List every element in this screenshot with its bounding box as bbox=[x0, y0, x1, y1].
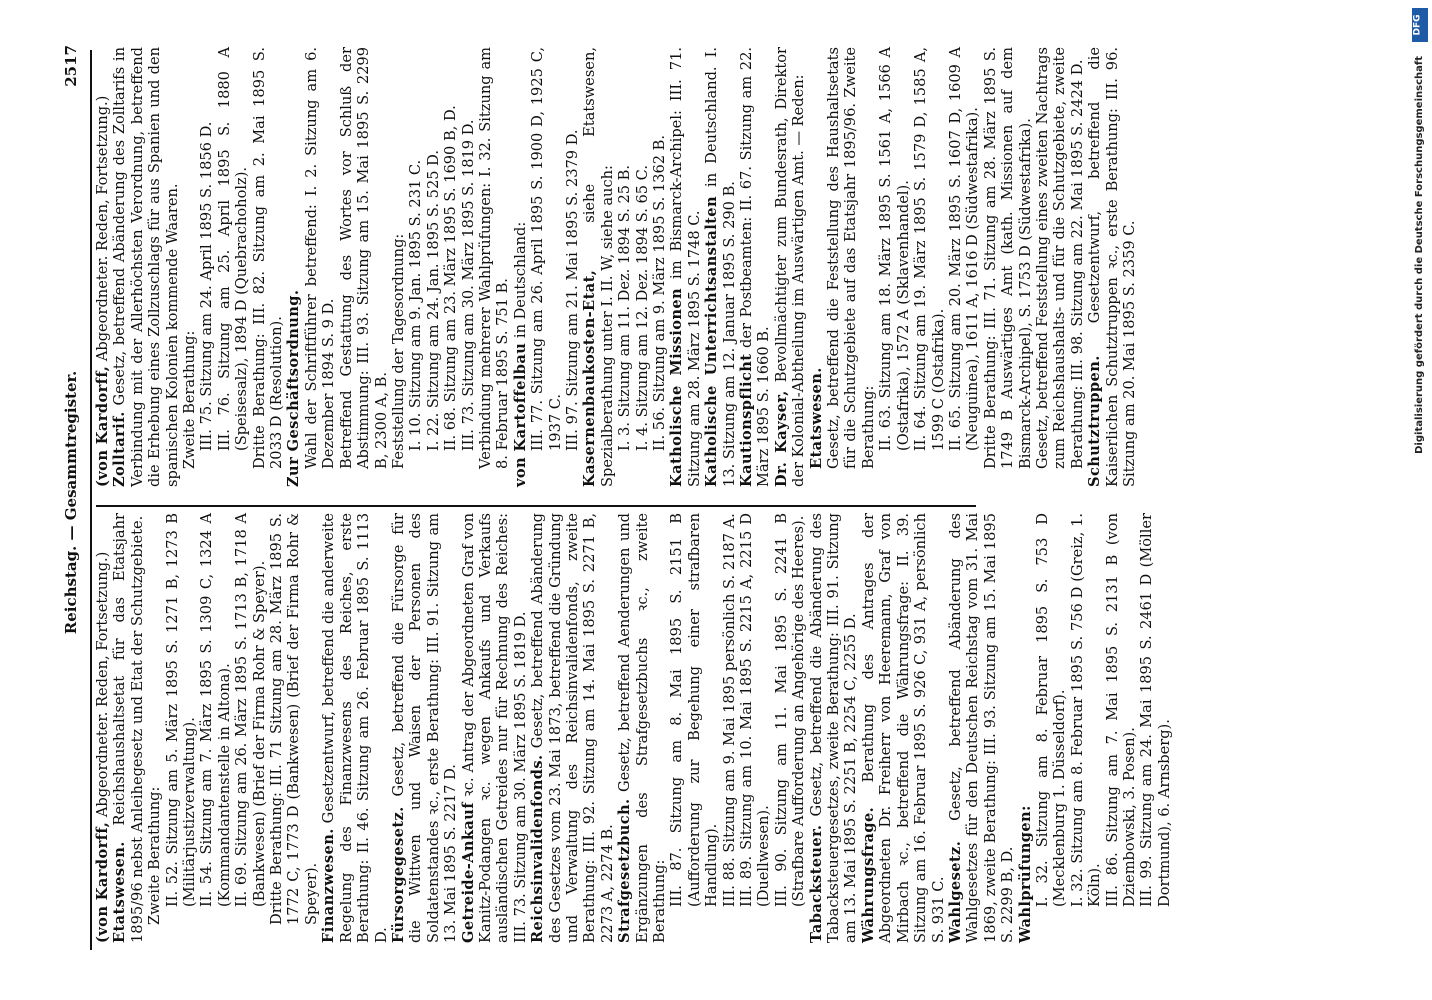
entry-text: II. 52. Sitzung am 5. März 1895 S. 1271 B, 1273 B (Militärjustizverwaltung). bbox=[163, 513, 199, 907]
entry-keyword: Dr. Kayser, bbox=[772, 390, 790, 487]
entry-keyword: Strafgesetzbuch. bbox=[616, 798, 634, 943]
page-title bbox=[62, 45, 80, 960]
entry-text: Betreffend Gestattung des Wortes vor Schluß der Abstimmung: III. 93. Sitzung am 15. Mai 1895 S. 2299 B, 2300 A, B. bbox=[337, 47, 390, 469]
entry-text: in Deutschland. I. 13. Sitzung am 12. Januar 1895 S. 290 B. bbox=[703, 47, 738, 487]
register-entry bbox=[1086, 47, 1138, 487]
register-entry bbox=[651, 47, 668, 487]
entry-text: Gesetz, betreffend Aenderungen und Ergänzungen des Strafgesetzbuchs ꝛc., zweite Berathung: bbox=[616, 513, 668, 943]
register-entry bbox=[1034, 47, 1086, 487]
register-entry bbox=[825, 47, 877, 487]
register-entry bbox=[581, 47, 616, 487]
register-entry bbox=[268, 513, 320, 943]
left-column bbox=[94, 513, 1173, 943]
dfg-logo-text: DFG bbox=[1412, 14, 1423, 36]
entry-keyword: Zolltarif. bbox=[111, 411, 129, 487]
register-entry bbox=[407, 47, 424, 487]
register-entry bbox=[877, 47, 912, 487]
register-entry bbox=[460, 513, 530, 943]
register-entry bbox=[564, 47, 581, 487]
register-entry bbox=[773, 47, 808, 487]
entry-keyword: Etatswesen. bbox=[807, 367, 825, 469]
dfg-notice-text: Digitalisierung gefördert durch die Deutsche Forschungsgemeinschaft bbox=[1414, 56, 1425, 454]
entry-text: Wahl der Schriftführer betreffend: I. 2. Sitzung am 6. Dezember 1894 S. 9 D. bbox=[302, 47, 338, 469]
entry-text: I. 22. Sitzung am 24. Jan. 1895 S. 525 D. bbox=[424, 150, 442, 451]
entry-keyword: Reichsinvalidenfonds. bbox=[529, 754, 547, 943]
register-entry bbox=[1034, 513, 1069, 943]
entry-keyword: Kautionspflicht bbox=[738, 353, 756, 487]
register-entry bbox=[181, 47, 198, 487]
register-entry bbox=[425, 47, 442, 487]
entry-text: II. 69. Sitzung am 26. März 1895 S. 1713 B, 1718 A (Bankwesen) (Brief der Firma Rohr & Speyer). bbox=[233, 513, 268, 907]
entry-keyword: Wahlgesetz. bbox=[946, 840, 964, 943]
register-entry bbox=[94, 47, 111, 487]
register-entry bbox=[164, 513, 199, 943]
entry-text: III. 87. Sitzung am 8. Mai 1895 S. 2151 B (Aufforderung zur Begehung einer strafbaren Handlung). bbox=[668, 513, 721, 907]
entry-text: Gesetz, betreffend die Fürsorge für die Wittwen und Waisen der Personen des Soldatenstandes ꝛc., erste Berathung: III. 91. Sitzung am 13. Mai 1895 S. 2217 D. bbox=[389, 513, 460, 943]
register-entry bbox=[668, 513, 720, 943]
entry-text: Abgeordneter. Reden, Fortsetzung.) bbox=[94, 551, 111, 822]
entry-text: in Deutschland: bbox=[511, 221, 529, 343]
entry-text: Berathung des Antrages der Abgeordneten Dr. Freiherr von Heeremann, Graf von Mirbach ꝛc., betreffend die Währungsfrage: II. 39. Sitzung am 16. Februar 1895 S. 926 C, 931 A, persönlich S. 931 C. bbox=[859, 513, 947, 943]
entry-text: Gesetz, betreffend Abänderung des Gesetzes vom 23. Mai 1873, betreffend die Gründung und Verwaltung des Reichsinvalidenfonds, zweite Berathung: III. 92. Sitzung am 14. Mai 1895 S. 2271 B, 2273 A, 2274 B. bbox=[529, 513, 616, 943]
register-entry bbox=[338, 47, 390, 487]
entry-text: II. 65. Sitzung am 20. März 1895 S. 1607 D, 1609 A (Neuguinea), 1611 A, 1616 D (Südwestafrika). bbox=[946, 47, 982, 451]
register-entry bbox=[808, 47, 825, 487]
entry-text: II. 63. Sitzung am 18. März 1895 S. 1561 A, 1566 A (Ostafrika), 1572 A (Sklavenhandel). bbox=[877, 47, 912, 451]
header-rule bbox=[90, 50, 92, 950]
register-entry bbox=[808, 513, 860, 943]
register-entry bbox=[477, 47, 512, 487]
entry-text: III. 88. Sitzung am 9. Mai 1895 persönlich S. 2187 A. bbox=[720, 513, 738, 907]
register-entry bbox=[703, 47, 738, 487]
page-header bbox=[60, 45, 88, 960]
entry-text: Zweite Berathung: bbox=[181, 330, 199, 469]
entry-text: III. 86. Sitzung am 7. Mai 1895 S. 2131 B (von Dziembowski, 3. Posen). bbox=[1103, 513, 1138, 907]
entry-keyword: (von Kardorff, bbox=[94, 365, 111, 487]
register-entry bbox=[634, 47, 651, 487]
entry-text: I. 32. Sitzung am 8. Februar 1895 S. 756 D (Greiz, 1. Köln). bbox=[1068, 513, 1104, 907]
entry-text: II. 64. Sitzung am 19. März 1895 S. 1579 D, 1585 A, 1599 C (Ostafrika). bbox=[912, 47, 947, 451]
entry-keyword: Tabacksteuer. bbox=[807, 824, 825, 943]
right-column bbox=[94, 47, 1138, 487]
entry-text: Zweite Berathung: bbox=[146, 786, 164, 925]
running-head: Reichstag. — bbox=[62, 525, 80, 635]
entry-text: Gesetz, betreffend Feststellung eines zweiten Nachtrags zum Reichshaushalts- und für die Schutzgebiete, zweite Berathung: III. 98. Sitzung am 22. Mai 1895 S. 2424 D. bbox=[1033, 47, 1086, 469]
register-entry bbox=[303, 47, 338, 487]
entry-text: III. 77. Sitzung am 26. April 1895 S. 1900 D, 1925 C, 1937 C. bbox=[529, 47, 564, 451]
entry-text: Gesetz, betreffend die Feststellung des Haushaltsetats für die Schutzgebiete auf das Etatsjahr 1895/96. Zweite Berathung: bbox=[825, 47, 877, 469]
register-entry bbox=[947, 513, 1017, 943]
register-entry bbox=[721, 513, 738, 943]
entry-text: im Bismarck-Archipel: III. 71. Sitzung am 28. März 1895 S. 1748 C. bbox=[668, 47, 703, 487]
register-entry bbox=[198, 513, 233, 943]
entry-text: Feststellung der Tagesordnung: bbox=[389, 233, 407, 469]
entry-text: Bevollmächtigter zum Bundesrath, Direktor der Kolonial-Abtheilung im Auswärtigen Amt. — Reden: bbox=[772, 47, 808, 487]
register-entry bbox=[947, 47, 982, 487]
entry-text: Verbindung mehrerer Wahlprüfungen: I. 32. Sitzung am 8. Februar 1895 S. 751 B. bbox=[476, 47, 512, 469]
register-entry bbox=[738, 513, 773, 943]
register-entry bbox=[251, 47, 286, 487]
register-entry bbox=[111, 513, 146, 943]
register-entry bbox=[111, 47, 181, 487]
entry-text: siehe Etatswesen, Spezialberathung unter I. II. W, siehe auch: bbox=[581, 47, 616, 487]
entry-text: I. 32. Sitzung am 8. Februar 1895 S. 753 D (Mecklenburg 1. Düsseldorf). bbox=[1033, 513, 1069, 907]
register-entry bbox=[320, 513, 390, 943]
column-divider bbox=[96, 506, 976, 508]
entry-text: Gesetzentwurf, betreffend die anderweite Regelung des Finanzwesens des Reiches, erste Berathung: II. 46. Sitzung am 26. Februar 1895 S. 1113 D. bbox=[320, 513, 390, 943]
entry-keyword: von Kartoffelbau bbox=[511, 342, 529, 487]
register-entry bbox=[738, 47, 773, 487]
register-entry bbox=[529, 513, 616, 943]
register-entry bbox=[1017, 513, 1034, 943]
register-entry bbox=[529, 47, 564, 487]
register-entry bbox=[285, 47, 302, 487]
entry-keyword: Katholische Unterrichtsanstalten bbox=[703, 196, 721, 487]
register-entry bbox=[860, 513, 947, 943]
entry-text: Gesetz, betreffend die Abänderung des Tabacksteuergesetzes, zweite Berathung: III. 91. Sitzung am 13. Mai 1895 S. 2251 B, 2254 C, 2255 D. bbox=[807, 513, 860, 943]
entry-keyword: Finanzwesen. bbox=[320, 828, 338, 943]
entry-text: II. 54. Sitzung am 7. März 1895 S. 1309 C, 1324 A (Kommandantenstelle in Altona). bbox=[198, 513, 233, 907]
dfg-notice bbox=[1412, 6, 1430, 906]
entry-text: III. 75. Sitzung am 24. April 1895 S. 1856 D. bbox=[198, 121, 216, 451]
register-entry bbox=[668, 47, 703, 487]
entry-text: II. 56. Sitzung am 9. März 1895 S. 1362 B. bbox=[651, 134, 668, 451]
entry-text: Dritte Berathung: III. 71 Sitzung am 28. März 1895 S. 1772 C, 1773 D (Bankwesen) (Brief der Firma Rohr & Speyer). bbox=[268, 513, 320, 925]
entry-text: III. 99. Sitzung am 24. Mai 1895 S. 2461 D (Möller Dortmund), 6. Arnsberg). bbox=[1138, 513, 1173, 907]
entry-keyword: Katholische Missionen bbox=[668, 287, 686, 487]
register-entry bbox=[512, 47, 529, 487]
entry-text: I. 3. Sitzung am 11. Dez. 1894 S. 25 B. bbox=[616, 164, 634, 451]
entry-text: Gesetz, betreffend Abänderung des Zolltarifs in Verbindung mit der Allerhöchsten Verordnung, betreffend die Erhebung eines Zollzuschlags für aus Spanien und den spanischen Kolonien kommende Waaren. bbox=[111, 47, 181, 487]
entry-keyword: Getreide-Ankauf bbox=[459, 802, 477, 943]
entry-text: II. 68. Sitzung am 23. März 1895 S. 1690 B, D. bbox=[442, 105, 460, 451]
register-entry bbox=[1104, 513, 1139, 943]
entry-text: Dritte Berathung: III. 82. Sitzung am 2. Mai 1895 S. 2033 D (Resolution). bbox=[250, 47, 286, 469]
register-entry bbox=[1069, 513, 1104, 943]
entry-keyword: Zur Geschäftsordnung. bbox=[285, 289, 303, 487]
entry-text: ꝛc. Antrag der Abgeordneten Graf von Kanitz-Podangen ꝛc. wegen Ankaufs und Verkaufs ausländischen Getreides nur für Rechnung des Reiches: III. 73. Sitzung am 30. März 1895 S. 1819 D. bbox=[459, 513, 529, 943]
register-entry bbox=[216, 47, 251, 487]
page-number: 2517 bbox=[62, 45, 80, 87]
entry-text: III. 97. Sitzung am 21. Mai 1895 S. 2379 D. bbox=[563, 129, 581, 451]
entry-keyword: Schutztruppen. bbox=[1086, 355, 1104, 487]
entry-text: Dritte Berathung: III. 71. Sitzung am 28. März 1895 S. 1749 B Auswärtiges Amt (kath. Missionen auf dem Bismarck-Archipel), S. 1753 D (Südwestafrika). bbox=[981, 47, 1034, 469]
register-entry bbox=[773, 513, 808, 943]
entry-text: Gesetzentwurf, betreffend die Kaiserlichen Schutztruppen ꝛc., erste Berathung: III. 96. Sitzung am 20. Mai 1895 S. 2359 C. bbox=[1086, 47, 1138, 487]
register-entry bbox=[616, 513, 668, 943]
register-entry bbox=[198, 47, 215, 487]
entry-text: III. 89. Sitzung am 10. Mai 1895 S. 2215 A, 2215 D (Duellwesen). bbox=[738, 513, 773, 907]
entry-text: Abgeordneter. Reden, Fortsetzung.) bbox=[94, 95, 111, 366]
entry-keyword: Währungsfrage. bbox=[859, 806, 877, 943]
register-entry bbox=[912, 47, 947, 487]
entry-keyword: Fürsorgegesetz. bbox=[389, 806, 407, 943]
entry-text: I. 10. Sitzung am 9. Jan. 1895 S. 231 C. bbox=[407, 159, 425, 451]
register-entry bbox=[1138, 513, 1173, 943]
entry-keyword: Kasernenbaukosten-Etat, bbox=[581, 269, 599, 487]
entry-text: III. 73. Sitzung am 30. März 1895 S. 1819 D. bbox=[459, 119, 477, 451]
entry-text: Reichshaushaltsetat für das Etatsjahr 1895/96 nebst Anleihegesetz und Etat der Schutzgebiete. bbox=[111, 513, 146, 943]
entry-text: der Postbeamten: II. 67. Sitzung am 22. März 1895 S. 1660 B. bbox=[738, 47, 773, 487]
register-entry bbox=[146, 513, 163, 943]
register-entry bbox=[94, 513, 111, 943]
entry-text: I. 4. Sitzung am 12. Dez. 1894 S. 65 C. bbox=[633, 165, 651, 451]
entry-keyword: (von Kardorff, bbox=[94, 821, 111, 943]
register-entry bbox=[390, 47, 407, 487]
entry-text: Gesetz, betreffend Abänderung des Wahlgesetzes für den Deutschen Reichstag vom 31. Mai 1869, zweite Berathung: III. 93. Sitzung am 15. Mai 1895 S. 2299 B, D. bbox=[946, 513, 1017, 943]
register-entry bbox=[460, 47, 477, 487]
entry-text: III. 90. Sitzung am 11. Mai 1895 S. 2241 B (Strafbare Aufforderung an Angehörige des Heeres). bbox=[772, 513, 808, 907]
register-entry bbox=[616, 47, 633, 487]
register-entry bbox=[982, 47, 1034, 487]
entry-text: III. 76. Sitzung am 25. April 1895 S. 1880 A (Speisesalz), 1894 D (Quebrachoholz). bbox=[215, 47, 251, 451]
register-entry bbox=[233, 513, 268, 943]
register-entry bbox=[390, 513, 460, 943]
entry-keyword: Wahlprüfungen: bbox=[1016, 805, 1034, 943]
register-title: Gesammtregister. bbox=[62, 370, 80, 521]
register-entry bbox=[442, 47, 459, 487]
entry-keyword: Etatswesen. bbox=[111, 841, 129, 943]
